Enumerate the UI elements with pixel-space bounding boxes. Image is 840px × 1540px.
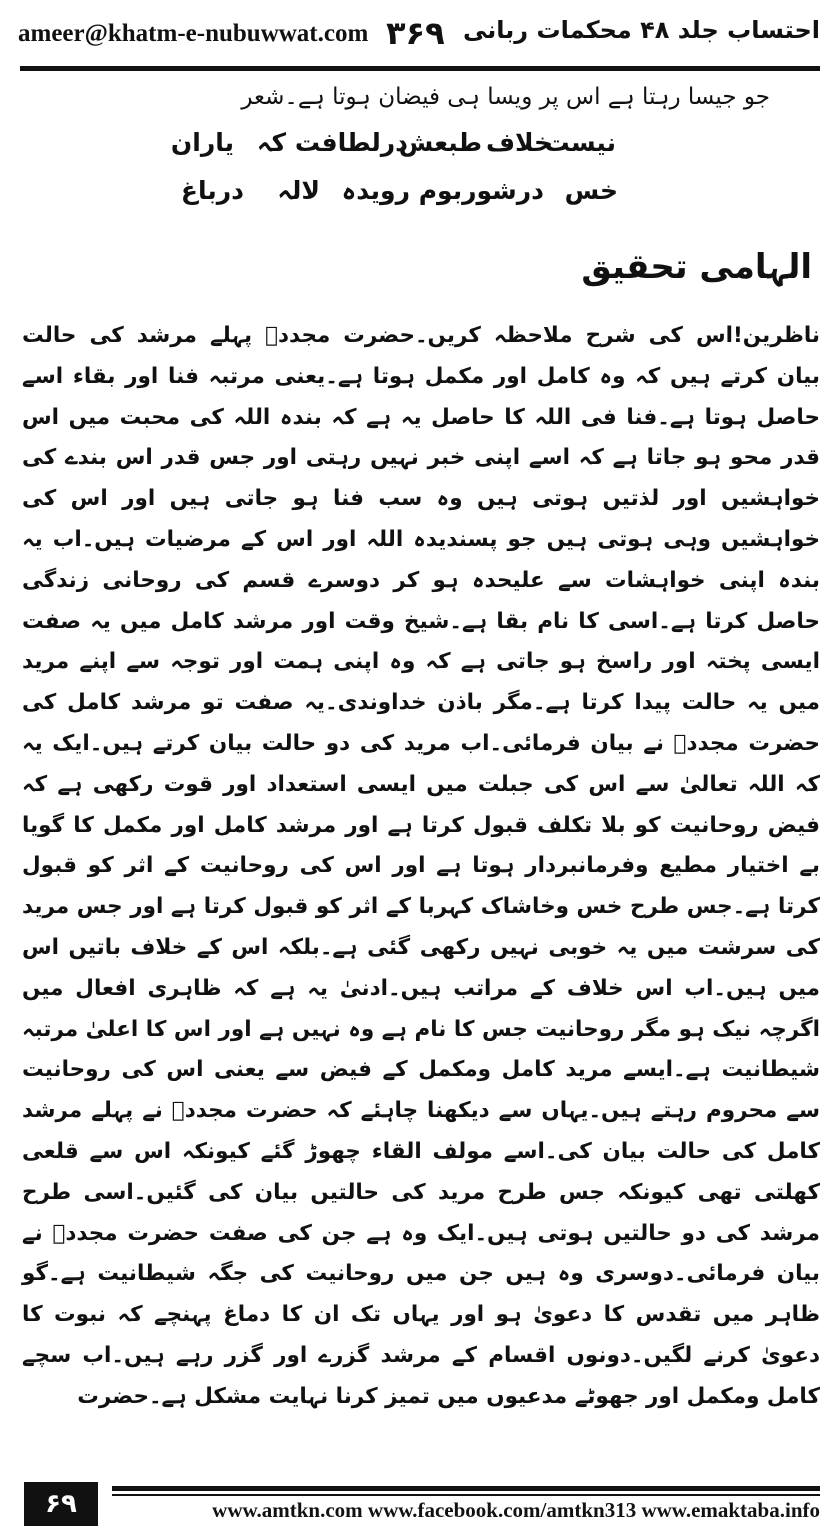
poem-word: طبعش xyxy=(398,128,482,157)
footer-page-number: ۶۹ xyxy=(24,1482,98,1526)
footer-rule-thin xyxy=(112,1494,820,1496)
poem-word: خس xyxy=(564,176,618,205)
poem-word: رویدہ xyxy=(341,176,410,205)
intro-line: جو جیسا رہتا ہے اس پر ویسا ہی فیضان ہوتا ہے۔شعر xyxy=(241,84,770,110)
page-footer xyxy=(24,1482,820,1528)
header-page-number: ۳۶۹ xyxy=(386,14,445,52)
poem-word: درباغ xyxy=(180,176,244,205)
running-title: احتساب جلد ۴۸ محکمات ربانی xyxy=(462,16,820,44)
header-email: ameer@khatm-e-nubuwwat.com xyxy=(18,20,369,47)
poem-word: درشوربوم xyxy=(418,176,544,205)
poem-word: درلطافت xyxy=(294,128,408,157)
poem-word: لالہ xyxy=(277,176,320,205)
poem-word: نیست xyxy=(544,128,616,157)
footer-rule xyxy=(112,1486,820,1491)
poem-word: خلاف xyxy=(485,128,552,157)
poem-word: یاران xyxy=(170,128,234,157)
footer-links: www.amtkn.com www.facebook.com/amtkn313 www.emaktaba.info xyxy=(212,1498,820,1522)
body-paragraph: ناظرین!اس کی شرح ملاحظہ کریں۔حضرت مجددؒ پہلے مرشد کی حالت بیان کرتے ہیں کہ وہ کامل اور مکمل ہوتا ہے۔یعنی مرتبہ فنا اور بقاء اسے حاصل ہوتا ہے۔فنا فی اللہ کا حاصل یہ ہے کہ بندہ اللہ کی محبت میں اس قدر محو ہو جاتا ہے کہ اسے اپنی خبر نہیں رہتی اور جس قدر اس بندے کی خواہشیں اور لذتیں ہوتی ہیں وہ سب فنا ہو جاتی ہیں اور اس کی خواہشیں وہی ہوتی ہیں جو پسندیدہ اللہ اور اس کے مرضیات ہیں۔اب یہ بندہ اپنی خواہشات سے علیحدہ ہو کر دوسرے قسم کی روحانی زندگی حاصل کرتا ہے۔اسی کا نام بقا ہے۔شیخ وقت اور مرشد کامل میں یہ صفت ایسی پختہ اور راسخ ہو جاتی ہے کہ وہ اپنی ہمت اور توجہ سے اپنے مرید میں یہ حالت پیدا کرتا ہے۔مگر باذن خداوندی۔یہ صفت تو مرشد کامل کی حضرت مجددؒ نے بیان فرمائی۔اب مرید کی دو حالت بیان کرتے ہیں۔ایک یہ کہ اللہ تعالیٰ سے اس کی جبلت میں ایسی استعداد اور قوت رکھی ہے کہ فیض روحانیت کو بلا تکلف قبول کرتا ہے اور مرشد کامل اور مکمل کا گویا بے اختیار مطیع وفرمانبردار ہوتا ہے اور اس کی روحانیت کے اثر کو قبول کرتا ہے۔جس طرح خس وخاشاک کہربا کے اثر کو قبول کرتا ہے اور جس مرید کی سرشت میں یہ خوبی نہیں رکھی گئی ہے۔بلکہ اس کے خلاف باتیں اس میں ہیں۔اب اس خلاف کے مراتب ہیں۔ادنیٰ یہ ہے کہ ظاہری افعال میں اگرچہ نیک ہو مگر روحانیت جس کا نام ہے وہ نہیں ہے اور اس کا اعلیٰ مرتبہ شیطانیت ہے۔ایسے مرید کامل ومکمل کے فیض سے یعنی اس کی روحانیت سے محروم رہتے ہیں۔یہاں سے دیکھنا چاہئے کہ حضرت مجددؒ نے پہلے مرشد کامل کی حالت بیان کی۔اسے مولف القاء چھوڑ گئے کیونکہ اس سے قلعی کھلتی تھی کیونکہ جس طرح مرید کی حالتیں بیان کی گئیں۔اسی طرح مرشد کی دو حالتیں ہوتی ہیں۔ایک وہ ہے جن کی صفت حضرت مجددؒ نے بیان فرمائی۔دوسری وہ ہیں جن میں روحانیت کی جگہ شیطانیت ہے۔گو ظاہر میں تقدس کا دعویٰ ہو اور یہاں تک ان کا دماغ پہنچے کہ نبوت کا دعویٰ کرنے لگیں۔دونوں اقسام کے مرشد گزرے اور گزر رہے ہیں۔اب سچے کامل ومکمل اور جھوٹے مدعیوں میں تمیز کرنا نہایت مشکل ہے۔حضرت xyxy=(22,323,820,1409)
header-rule xyxy=(20,66,820,71)
section-heading: الہامی تحقیق xyxy=(581,247,812,287)
poem-word: کہ xyxy=(256,128,286,157)
page-header xyxy=(14,14,826,60)
